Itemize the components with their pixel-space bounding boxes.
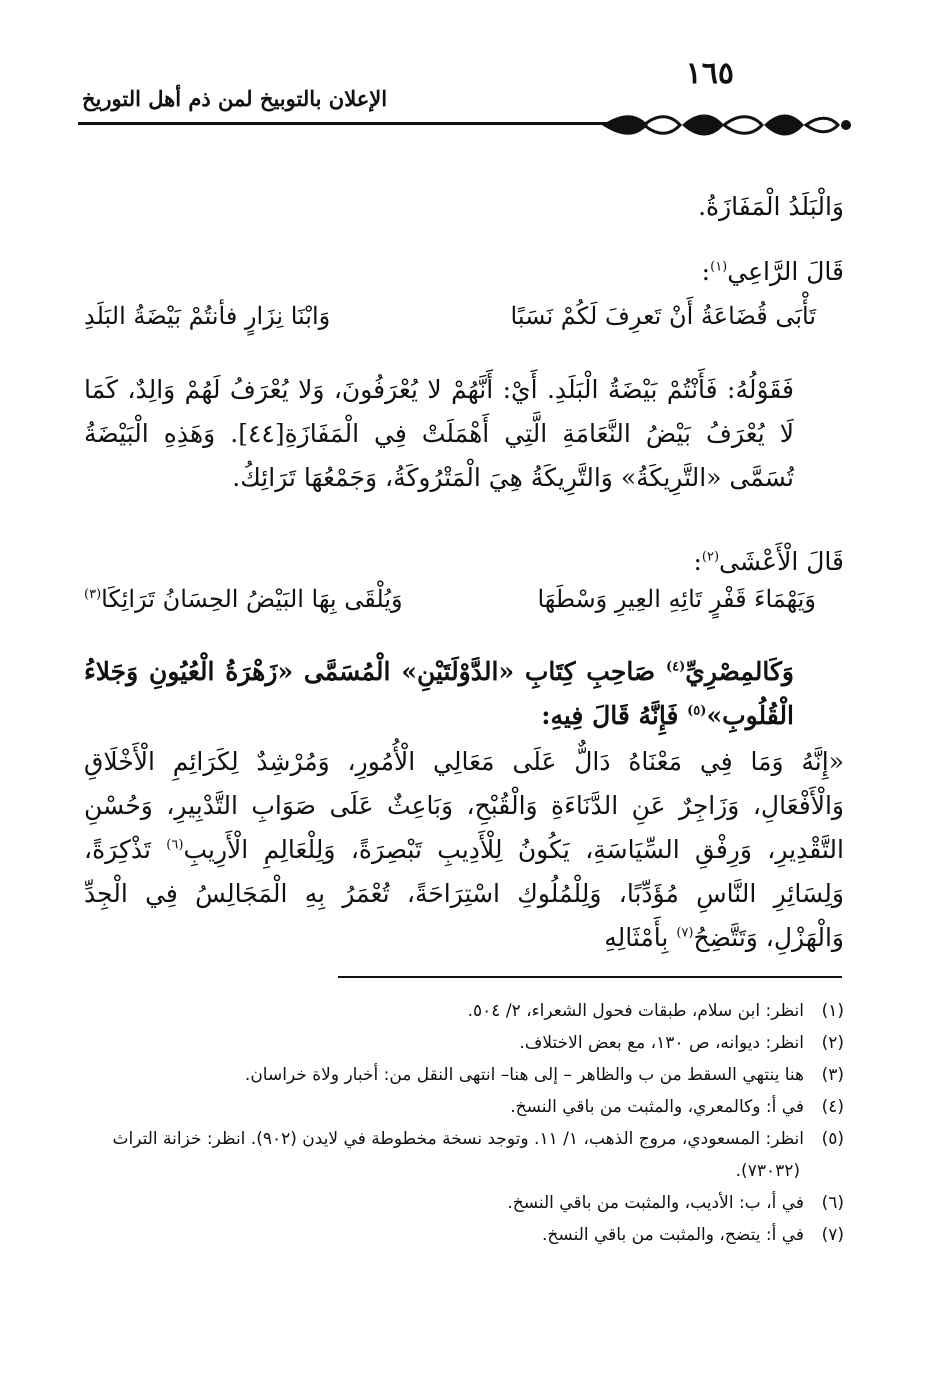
- footnote-number: (١): [821, 1001, 844, 1021]
- footnote: [84, 1027, 844, 1059]
- masri-name: وَكَالمِصْرِيِّ: [685, 657, 794, 686]
- verse-1: [84, 302, 844, 342]
- footnote: [84, 1123, 844, 1187]
- raai-intro-line: [84, 250, 844, 294]
- poet-intro: قَالَ الْأَعْشَى: [719, 547, 844, 576]
- colon: :: [693, 547, 702, 576]
- quote-text: تَذْكِرَةً، وَلِسَائِرِ النَّاسِ مُؤَدِّبًا، وَلِلْمُلُوكِ اسْتِرَاحَةً، تُعْمَرُ بِهِ الْمَجَالِسُ فِي الْجِدِّ وَالْهَزْلِ، وَتَتَّضِحُ: [84, 835, 844, 952]
- running-title: الإعلان بالتوبيخ لمن ذم أهل التوريخ: [82, 86, 388, 111]
- footnote-ref: (٢): [701, 549, 720, 565]
- floral-ornament-icon: [602, 108, 852, 142]
- footnote-text: في أ: يتضح، والمثبت من باقي النسخ.: [542, 1225, 804, 1245]
- verse-text: وَيُلْقَى بِهَا البَيْضُ الحِسَانُ تَرَائِكَا: [101, 585, 403, 613]
- poet-intro: قَالَ الرَّاعِي: [727, 257, 844, 286]
- header-rule: [78, 122, 618, 125]
- footnote: [84, 1091, 844, 1123]
- footnote-ref: (١): [710, 259, 728, 275]
- footnote-number: (٢): [821, 1033, 844, 1053]
- footnote-text: انظر: المسعودي، مروج الذهب، ١/ ١١. وتوجد نسخة مخطوطة في لايدن (٩٠٢). انظر: خزانة التراث (٧٣٠٣٢).: [112, 1129, 804, 1181]
- footnote-ref: (٥): [687, 703, 707, 719]
- footnote-number: (٦): [821, 1193, 844, 1213]
- verse-2: [84, 585, 844, 625]
- footnote-ref: (٦): [166, 837, 184, 853]
- footnote-ref: (٧): [676, 925, 694, 941]
- footnote: [84, 1219, 844, 1251]
- quote-text: «إِنَّهُ وَمَا فِي مَعْنَاهُ دَالٌّ عَلَى مَعَالِي الْأُمُورِ، وَمُرْشِدٌ لِكَرَائِمِ الْأَخْلَاقِ وَالْأَفْعَالِ، وَزَاجِرٌ عَنِ الدَّنَاءَةِ وَالْقُبْحِ، وَبَاعِثٌ عَلَى صَوَابِ التَّدْبِيرِ، وَحُسْنِ التَّقْدِيرِ، وَرِفْقِ السِّيَاسَةِ، يَكُونُ لِلْأَدِيبِ تَبْصِرَةً، وَلِلْعَالِمِ الْأَرِيبِ: [84, 747, 844, 864]
- paragraph: فَقَوْلُهُ: فَأَنْتُمْ بَيْضَةُ الْبَلَدِ. أَيْ: أَنَّهُمْ لا يُعْرَفُونَ، وَلا يُعْرَفُ لَهُمْ وَالِدٌ، كَمَا لَا يُعْرَفُ بَيْضُ النَّعَامَةِ الَّتِي أَهْمَلَتْ فِي الْمَفَازَةِ[٤٤]. وَهَذِهِ الْبَيْضَةُ تُسَمَّى «التَّرِيكَةُ» وَالتَّرِيكَةُ هِيَ الْمَتْرُوكَةُ، وَجَمْعُهَا تَرَائِكُ.: [84, 375, 794, 492]
- verse-first-hemistich: وَيَهْمَاءَ قَفْرٍ تَائِهِ العِيرِ وَسْطَهَا: [537, 585, 816, 613]
- book-mention: صَاحِبِ كِتَابِ «الدَّوْلَتَيْنِ» الْمُسَمَّى «زَهْرَةُ الْعُيُونِ وَجَلاءُ الْقُلُوبِ»: [84, 657, 794, 730]
- footnote-ref: (٣): [84, 587, 102, 602]
- colon: :: [701, 257, 711, 286]
- text-line-1: [84, 185, 844, 229]
- footnote-separator: [338, 976, 842, 978]
- footnote-text: هنا ينتهي السقط من ب والظاهر – إلى هنا– انتهى النقل من: أخبار ولاة خراسان.: [244, 1065, 804, 1085]
- footnote-number: (٧): [821, 1225, 844, 1245]
- footnote-text: في أ، ب: الأديب، والمثبت من باقي النسخ.: [507, 1193, 804, 1213]
- masri-paragraph: [84, 650, 844, 738]
- footnote: [84, 1187, 844, 1219]
- footnote-number: (٣): [821, 1065, 844, 1085]
- footnote: [84, 1059, 844, 1091]
- page-number: ١٦٥: [685, 56, 734, 91]
- footnote-ref: (٤): [665, 659, 686, 675]
- verse-second-hemistich: وَابْنَا نِزَارٍ فأنتُمْ بَيْضَةُ البَلَدِ: [84, 302, 331, 330]
- footnote-number: (٥): [821, 1129, 844, 1149]
- footnote-text: انظر: ديوانه، ص ١٣٠، مع بعض الاختلاف.: [519, 1033, 804, 1053]
- quote-paragraph: [84, 740, 844, 960]
- masri-tail: فَإِنَّهُ قَالَ فِيهِ:: [541, 701, 688, 730]
- quote-text: بِأَمْثَالِهِ: [604, 923, 677, 952]
- footnote-text: في أ: وكالمعري، والمثبت من باقي النسخ.: [510, 1097, 804, 1117]
- footnote: [84, 995, 844, 1027]
- paragraph: وَالْبَلَدُ الْمَفَازَةُ.: [698, 192, 844, 221]
- asha-intro-line: [84, 540, 844, 584]
- verse-second-hemistich: [84, 585, 403, 613]
- verse-first-hemistich: تَأْبَى قُضَاعَةُ أَنْ تَعرِفَ لَكُمْ نَسَبًا: [510, 302, 816, 330]
- paragraph-explanation: [84, 368, 844, 500]
- footnote-text: انظر: ابن سلام، طبقات فحول الشعراء، ٢/ ٥٠٤.: [467, 1001, 804, 1021]
- footnotes: [84, 995, 844, 1251]
- footnote-number: (٤): [821, 1097, 844, 1117]
